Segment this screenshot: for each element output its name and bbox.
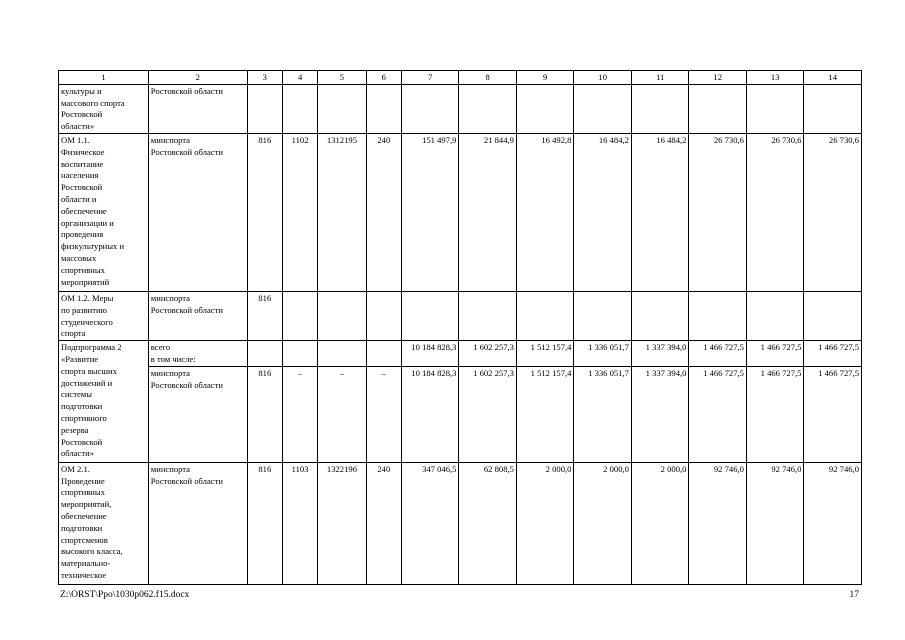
program-name-line: спортивных [61, 264, 105, 275]
value-col-6: 240 [366, 133, 401, 291]
value-col-5 [318, 291, 366, 340]
value-col-10: 2 000,0 [574, 462, 632, 584]
value-col-6: 240 [366, 462, 401, 584]
column-number-5: 5 [318, 71, 366, 85]
column-number-4: 4 [282, 71, 317, 85]
value-col-9: 1 512 157,4 [516, 341, 574, 367]
value-col-11: 16 484,2 [631, 133, 689, 291]
value-col-7: 347 046,5 [401, 462, 459, 584]
executor [148, 462, 247, 584]
value-col-6 [366, 341, 401, 367]
value-col-6: – [366, 366, 401, 462]
program-name-line: ОМ 2.1. [61, 463, 90, 474]
value-col-13: 26 730,6 [746, 133, 804, 291]
program-name-line: системы [61, 389, 93, 400]
program-name-line: Подпрограмма 2 [61, 342, 122, 353]
value-col-4 [282, 341, 317, 367]
value-col-4: 1102 [282, 133, 317, 291]
table-row [59, 462, 862, 584]
value-col-5 [318, 341, 366, 367]
executor-line: Ростовской области [150, 379, 223, 390]
program-name-line: Проведение [61, 475, 105, 486]
program-name-line: спортивного [61, 412, 107, 423]
value-col-11 [631, 291, 689, 340]
program-name-line: спорта высших [61, 365, 117, 376]
value-col-3: 816 [247, 291, 282, 340]
executor-line: минспорта [150, 134, 190, 145]
executor-line: всего [150, 342, 171, 353]
program-name-line: воспитание [61, 158, 104, 169]
table-row [59, 341, 862, 367]
program-name-line: подготовки [61, 401, 103, 412]
column-number-14: 14 [804, 71, 862, 85]
value-col-12: 26 730,6 [689, 133, 747, 291]
program-name [59, 133, 149, 291]
value-col-9: 16 492,8 [516, 133, 574, 291]
value-col-9 [516, 84, 574, 133]
column-number-8: 8 [459, 71, 517, 85]
value-col-3: 816 [247, 133, 282, 291]
value-col-4: 1103 [282, 462, 317, 584]
column-number-12: 12 [689, 71, 747, 85]
value-col-12 [689, 291, 747, 340]
executor-line: Ростовской области [150, 304, 223, 315]
table-row [59, 133, 862, 291]
value-col-14: 92 746,0 [804, 462, 862, 584]
program-name-line: Ростовской [61, 436, 103, 447]
column-number-1: 1 [59, 71, 149, 85]
column-number-11: 11 [631, 71, 689, 85]
value-col-8 [459, 291, 517, 340]
value-col-5: – [318, 366, 366, 462]
executor [148, 366, 247, 462]
program-name-line: физкультурных и [61, 241, 125, 252]
value-col-10: 16 484,2 [574, 133, 632, 291]
column-number-13: 13 [746, 71, 804, 85]
executor [148, 133, 247, 291]
program-name [59, 462, 149, 584]
footer-file-path: Z:\ORST\Ppo\1030p062.f15.docx [60, 590, 190, 600]
executor [148, 291, 247, 340]
value-col-5: 1322196 [318, 462, 366, 584]
value-col-8: 1 602 257,3 [459, 341, 517, 367]
value-col-9: 1 512 157,4 [516, 366, 574, 462]
executor-line: Ростовской области [150, 475, 223, 486]
value-col-3: 816 [247, 366, 282, 462]
program-name-line: обеспечение [61, 205, 107, 216]
value-col-14: 1 466 727,5 [804, 341, 862, 367]
program-name-line: спортсменов [61, 534, 108, 545]
value-col-14 [804, 84, 862, 133]
value-col-6 [366, 291, 401, 340]
budget-table [58, 70, 862, 585]
program-name-line: студенческого [61, 316, 113, 327]
program-name-line: организации и [61, 217, 114, 228]
program-name-line: обеспечение [61, 510, 107, 521]
value-col-14: 1 466 727,5 [804, 366, 862, 462]
program-name-line: мероприятий [61, 276, 110, 287]
value-col-4 [282, 84, 317, 133]
program-name-line: области и [61, 193, 97, 204]
executor [148, 84, 247, 133]
program-name-line: резерва [61, 424, 89, 435]
program-name-line: высокого класса, [61, 546, 123, 557]
value-col-12: 92 746,0 [689, 462, 747, 584]
column-number-7: 7 [401, 71, 459, 85]
column-number-2: 2 [148, 71, 247, 85]
value-col-4 [282, 291, 317, 340]
value-col-7: 10 184 828,3 [401, 366, 459, 462]
value-col-13: 92 746,0 [746, 462, 804, 584]
value-col-8: 62 808,5 [459, 462, 517, 584]
value-col-7: 10 184 828,3 [401, 341, 459, 367]
program-name-line: массовых [61, 252, 97, 263]
value-col-7 [401, 84, 459, 133]
value-col-5 [318, 84, 366, 133]
value-col-7 [401, 291, 459, 340]
value-col-10 [574, 84, 632, 133]
program-name-line: достижений и [61, 377, 113, 388]
executor-line: минспорта [150, 292, 190, 303]
value-col-9 [516, 291, 574, 340]
value-col-13: 1 466 727,5 [746, 341, 804, 367]
program-name [59, 291, 149, 340]
page-number: 17 [849, 590, 859, 600]
program-name-line: спортивных [61, 487, 105, 498]
value-col-12 [689, 84, 747, 133]
value-col-10 [574, 291, 632, 340]
program-name-line: по развитию [61, 304, 107, 315]
value-col-14 [804, 291, 862, 340]
value-col-11: 1 337 394,0 [631, 366, 689, 462]
value-col-14: 26 730,6 [804, 133, 862, 291]
value-col-8 [459, 84, 517, 133]
column-number-6: 6 [366, 71, 401, 85]
executor-line: в том числе: [150, 353, 196, 364]
table-row [59, 84, 862, 133]
program-name-line: мероприятий, [61, 499, 112, 510]
value-col-11 [631, 84, 689, 133]
value-col-13 [746, 291, 804, 340]
value-col-13 [746, 84, 804, 133]
column-number-9: 9 [516, 71, 574, 85]
value-col-11: 1 337 394,0 [631, 341, 689, 367]
program-name-line: спорта [61, 328, 86, 339]
program-name-line: техническое [61, 569, 107, 580]
program-name-line: массового спорта [61, 97, 125, 108]
table-row [59, 291, 862, 340]
program-name-line: области» [61, 121, 95, 132]
program-name-line: материально- [61, 558, 111, 569]
executor-line: Ростовской области [150, 85, 223, 96]
value-col-12: 1 466 727,5 [689, 341, 747, 367]
program-name [59, 84, 149, 133]
program-name-line: проведения [61, 229, 104, 240]
column-number-3: 3 [247, 71, 282, 85]
table-row [59, 366, 862, 462]
executor-line: Ростовской области [150, 146, 223, 157]
program-name-line: области» [61, 448, 95, 459]
column-number-10: 10 [574, 71, 632, 85]
value-col-11: 2 000,0 [631, 462, 689, 584]
header-row [59, 71, 862, 85]
program-name-line: Физическое [61, 146, 105, 157]
value-col-3: 816 [247, 462, 282, 584]
executor-line: минспорта [150, 367, 190, 378]
program-name-line: культуры и [61, 85, 102, 96]
value-col-8: 21 844,9 [459, 133, 517, 291]
value-col-5: 1312195 [318, 133, 366, 291]
value-col-4: – [282, 366, 317, 462]
program-name-line: ОМ 1.1. [61, 134, 90, 145]
program-name-line: Ростовской [61, 109, 103, 120]
value-col-13: 1 466 727,5 [746, 366, 804, 462]
value-col-3 [247, 84, 282, 133]
program-name-line: ОМ 1.2. Меры [61, 292, 114, 303]
program-name-line: населения [61, 170, 99, 181]
program-name-line: «Развитие [61, 353, 99, 364]
executor [148, 341, 247, 367]
value-col-12: 1 466 727,5 [689, 366, 747, 462]
value-col-6 [366, 84, 401, 133]
executor-line: минспорта [150, 463, 190, 474]
value-col-10: 1 336 051,7 [574, 341, 632, 367]
value-col-9: 2 000,0 [516, 462, 574, 584]
program-name-line: Ростовской [61, 182, 103, 193]
value-col-10: 1 336 051,7 [574, 366, 632, 462]
value-col-8: 1 602 257,3 [459, 366, 517, 462]
program-name [59, 341, 149, 463]
value-col-3 [247, 341, 282, 367]
value-col-7: 151 497,9 [401, 133, 459, 291]
program-name-line: подготовки [61, 522, 103, 533]
